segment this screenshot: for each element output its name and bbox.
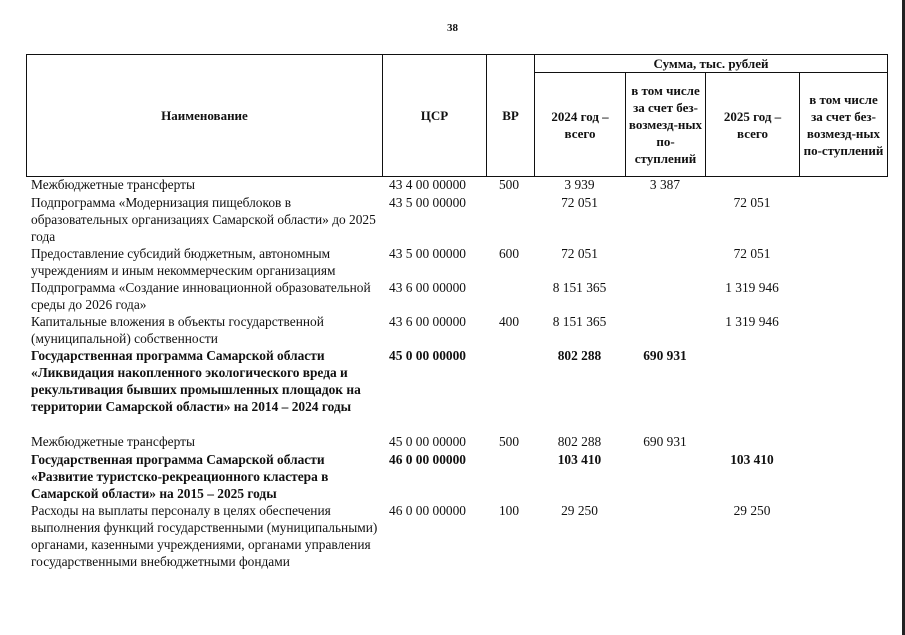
row-vr: 400 xyxy=(498,314,520,329)
header-2025-free: в том числе за счет без-возмезд-ных по-ступлений xyxy=(800,73,888,177)
row-2025: 1 319 946 xyxy=(725,280,779,295)
row-2024-free: 690 931 xyxy=(643,348,687,363)
row-2024-free: 3 387 xyxy=(649,177,681,192)
row-csr: 46 0 00 00000 xyxy=(389,503,466,518)
header-name: Наименование xyxy=(27,55,383,177)
row-csr: 43 4 00 00000 xyxy=(389,177,466,192)
row-name: Государственная программа Самарской области «Ликвидация накопленного экологического вреда и рекультивация бывших промышленных площадок на территории Самарской области» на 2014 – 2024 годы xyxy=(31,348,361,414)
row-2024-free: 690 931 xyxy=(643,434,687,449)
row-csr: 43 5 00 00000 xyxy=(389,195,466,210)
header-2025-total: 2025 год – всего xyxy=(706,73,800,177)
row-csr: 43 6 00 00000 xyxy=(389,314,466,329)
row-name: Межбюджетные трансферты xyxy=(31,177,195,192)
row-2025: 29 250 xyxy=(733,503,771,518)
header-2024-total: 2024 год – всего xyxy=(535,73,626,177)
table-row xyxy=(0,347,905,433)
table-row xyxy=(0,176,905,194)
row-2025: 1 319 946 xyxy=(725,314,779,329)
table-row xyxy=(0,451,905,502)
row-name: Предоставление субсидий бюджетным, автономным учреждениям и иным некоммерческим организациям xyxy=(31,246,336,278)
row-vr: 600 xyxy=(498,246,520,261)
row-2024: 72 051 xyxy=(561,195,598,210)
row-2024: 3 939 xyxy=(564,177,595,192)
table-header xyxy=(26,54,888,177)
header-2024-free: в том числе за счет без-возмезд-ных по-ступлений xyxy=(626,73,706,177)
row-name: Государственная программа Самарской области «Развитие туристско-рекреационного кластера в Самарской области» на 2015 – 2025 годы xyxy=(31,452,329,501)
row-2024: 802 288 xyxy=(557,434,602,449)
row-csr: 46 0 00 00000 xyxy=(389,452,466,467)
header-sum: Сумма, тыс. рублей xyxy=(535,55,888,73)
row-name: Подпрограмма «Модернизация пищеблоков в образовательных организациях Самарской области» до 2025 года xyxy=(31,195,376,244)
page-number: 38 xyxy=(447,22,458,34)
header-vr: ВР xyxy=(487,55,535,177)
row-vr: 500 xyxy=(498,177,520,192)
row-2024: 8 151 365 xyxy=(552,314,607,329)
table-row xyxy=(0,313,905,347)
row-2025: 72 051 xyxy=(733,246,771,261)
row-name: Подпрограмма «Создание инновационной образовательной среды до 2026 года» xyxy=(31,280,371,312)
row-csr: 43 5 00 00000 xyxy=(389,246,466,261)
table-row xyxy=(0,194,905,245)
row-2024: 103 410 xyxy=(557,452,602,467)
row-csr: 43 6 00 00000 xyxy=(389,280,466,295)
row-vr: 500 xyxy=(498,434,520,449)
row-2025: 72 051 xyxy=(733,195,771,210)
table-row xyxy=(0,245,905,279)
table-row xyxy=(0,279,905,313)
row-vr: 100 xyxy=(498,503,520,518)
row-name: Расходы на выплаты персоналу в целях обеспечения выполнения функций государственными (муниципальными) органами, казенными учреждениями, органами управления государственными внебюджетными фондами xyxy=(31,503,378,569)
table-row xyxy=(0,502,905,588)
row-name: Межбюджетные трансферты xyxy=(31,434,195,449)
row-2024: 72 051 xyxy=(561,246,598,261)
table-row xyxy=(0,433,905,451)
header-csr: ЦСР xyxy=(383,55,487,177)
row-name: Капитальные вложения в объекты государственной (муниципальной) собственности xyxy=(31,314,324,346)
row-2025: 103 410 xyxy=(730,452,774,467)
table-body xyxy=(0,176,905,588)
row-2024: 29 250 xyxy=(561,503,598,518)
row-2024: 8 151 365 xyxy=(552,280,607,295)
row-2024: 802 288 xyxy=(557,348,602,363)
row-csr: 45 0 00 00000 xyxy=(389,434,466,449)
row-csr: 45 0 00 00000 xyxy=(389,348,466,363)
